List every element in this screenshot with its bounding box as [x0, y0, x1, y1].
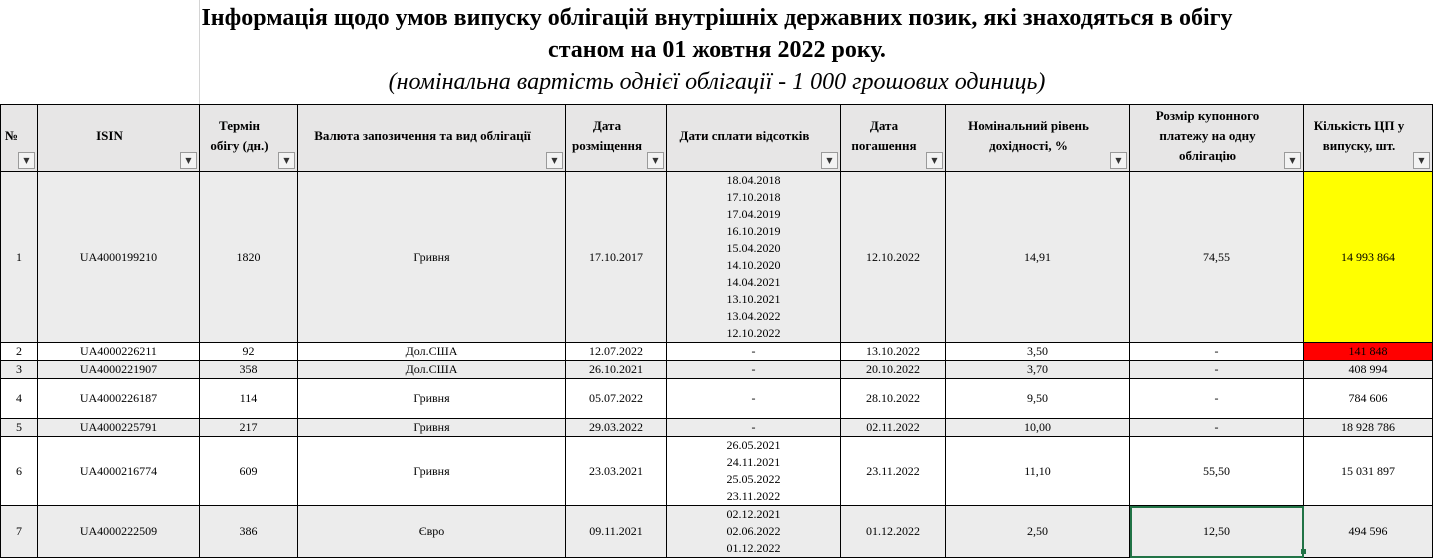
- cell-placement-date[interactable]: 12.07.2022: [566, 343, 667, 361]
- interest-date: -: [751, 362, 756, 376]
- cell-maturity-date[interactable]: 28.10.2022: [841, 379, 946, 419]
- cell-term[interactable]: 386: [200, 506, 298, 558]
- cell-coupon-selected[interactable]: 12,50: [1130, 506, 1304, 558]
- cell-interest-dates[interactable]: [667, 343, 841, 361]
- cell-currency[interactable]: Дол.США: [298, 343, 566, 361]
- cell-yield[interactable]: 3,50: [946, 343, 1130, 361]
- header-isin: ISIN ▼: [38, 105, 200, 172]
- interest-date: -: [751, 391, 756, 405]
- cell-maturity-date[interactable]: 02.11.2022: [841, 419, 946, 437]
- cell-interest-dates[interactable]: [667, 506, 841, 558]
- filter-dropdown-icon[interactable]: ▼: [1413, 152, 1430, 169]
- interest-date: 23.11.2022: [726, 489, 781, 503]
- page-subtitle: (номінальна вартість однієї облігації - 1 000 грошових одиниць): [388, 69, 1046, 95]
- cell-no[interactable]: 4: [1, 379, 38, 419]
- interest-date: 15.04.2020: [726, 241, 781, 255]
- table-row: [1, 379, 1433, 419]
- table-row: [1, 172, 1433, 343]
- cell-quantity[interactable]: 141 848: [1304, 343, 1433, 361]
- header-maturity-date: Дата погашення ▼: [841, 105, 946, 172]
- cell-coupon[interactable]: -: [1130, 379, 1304, 419]
- cell-isin[interactable]: UA4000226187: [38, 379, 200, 419]
- header-row: [1, 105, 1433, 172]
- cell-isin[interactable]: UA4000222509: [38, 506, 200, 558]
- interest-date: 17.10.2018: [726, 190, 781, 204]
- cell-isin[interactable]: UA4000225791: [38, 419, 200, 437]
- cell-term[interactable]: 114: [200, 379, 298, 419]
- interest-date: 13.10.2021: [726, 292, 781, 306]
- cell-maturity-date[interactable]: 12.10.2022: [841, 172, 946, 343]
- cell-maturity-date[interactable]: 23.11.2022: [841, 437, 946, 506]
- cell-quantity[interactable]: 15 031 897: [1304, 437, 1433, 506]
- interest-date: 14.04.2021: [726, 275, 781, 289]
- cell-placement-date[interactable]: 05.07.2022: [566, 379, 667, 419]
- title-area: [0, 0, 1434, 104]
- cell-term[interactable]: 358: [200, 361, 298, 379]
- header-currency: Валюта запозичення та вид облігації ▼: [298, 105, 566, 172]
- cell-yield[interactable]: 9,50: [946, 379, 1130, 419]
- interest-date: -: [751, 420, 756, 434]
- cell-currency[interactable]: Гривня: [298, 379, 566, 419]
- filter-dropdown-icon[interactable]: ▼: [1284, 152, 1301, 169]
- cell-placement-date[interactable]: 09.11.2021: [566, 506, 667, 558]
- interest-date: 02.12.2021: [726, 507, 781, 521]
- cell-coupon[interactable]: 74,55: [1130, 172, 1304, 343]
- selection-fill-handle[interactable]: [1301, 549, 1306, 554]
- filter-dropdown-icon[interactable]: ▼: [926, 152, 943, 169]
- cell-quantity[interactable]: 14 993 864: [1304, 172, 1433, 343]
- cell-isin[interactable]: UA4000226211: [38, 343, 200, 361]
- bonds-table: [0, 104, 1433, 558]
- table-row: [1, 419, 1433, 437]
- interest-date: 02.06.2022: [726, 524, 781, 538]
- cell-yield[interactable]: 14,91: [946, 172, 1130, 343]
- cell-interest-dates[interactable]: [667, 437, 841, 506]
- header-term: Термін обігу (дн.) ▼: [200, 105, 298, 172]
- cell-yield[interactable]: 2,50: [946, 506, 1130, 558]
- table-row: [1, 506, 1433, 558]
- cell-currency[interactable]: Гривня: [298, 437, 566, 506]
- interest-date: 26.05.2021: [726, 438, 781, 452]
- interest-date: 01.12.2022: [726, 541, 781, 555]
- interest-date: 16.10.2019: [726, 224, 781, 238]
- filter-dropdown-icon[interactable]: ▼: [821, 152, 838, 169]
- cell-term[interactable]: 92: [200, 343, 298, 361]
- cell-term[interactable]: 609: [200, 437, 298, 506]
- header-no: № ▼: [1, 105, 38, 172]
- interest-date: 14.10.2020: [726, 258, 781, 272]
- filter-dropdown-icon[interactable]: ▼: [647, 152, 664, 169]
- filter-dropdown-icon[interactable]: ▼: [546, 152, 563, 169]
- cell-yield[interactable]: 11,10: [946, 437, 1130, 506]
- cell-currency[interactable]: Гривня: [298, 419, 566, 437]
- cell-isin[interactable]: UA4000199210: [38, 172, 200, 343]
- cell-yield[interactable]: 3,70: [946, 361, 1130, 379]
- cell-no[interactable]: 6: [1, 437, 38, 506]
- table-row: [1, 343, 1433, 361]
- cell-isin[interactable]: UA4000216774: [38, 437, 200, 506]
- filter-dropdown-icon[interactable]: ▼: [18, 152, 35, 169]
- cell-yield[interactable]: 10,00: [946, 419, 1130, 437]
- cell-isin[interactable]: UA4000221907: [38, 361, 200, 379]
- header-quantity: Кількість ЦП у випуску, шт. ▼: [1304, 105, 1433, 172]
- cell-placement-date[interactable]: 29.03.2022: [566, 419, 667, 437]
- cell-term[interactable]: 217: [200, 419, 298, 437]
- cell-maturity-date[interactable]: 13.10.2022: [841, 343, 946, 361]
- filter-dropdown-icon[interactable]: ▼: [278, 152, 295, 169]
- cell-coupon[interactable]: -: [1130, 361, 1304, 379]
- header-coupon: Розмір купонного платежу на одну облігацію ▼: [1130, 105, 1304, 172]
- cell-coupon[interactable]: -: [1130, 419, 1304, 437]
- cell-quantity[interactable]: 408 994: [1304, 361, 1433, 379]
- filter-dropdown-icon[interactable]: ▼: [1110, 152, 1127, 169]
- interest-date: 18.04.2018: [726, 173, 781, 187]
- cell-placement-date[interactable]: 26.10.2021: [566, 361, 667, 379]
- page-title: Інформація щодо умов випуску облігацій внутрішніх державних позик, які знаходяться в обігу: [201, 5, 1233, 31]
- cell-interest-dates[interactable]: [667, 419, 841, 437]
- cell-placement-date[interactable]: 23.03.2021: [566, 437, 667, 506]
- cell-placement-date[interactable]: 17.10.2017: [566, 172, 667, 343]
- interest-date: 17.04.2019: [726, 207, 781, 221]
- filter-dropdown-icon[interactable]: ▼: [180, 152, 197, 169]
- cell-coupon[interactable]: -: [1130, 343, 1304, 361]
- header-interest-dates: Дати сплати відсотків ▼: [667, 105, 841, 172]
- cell-no[interactable]: 5: [1, 419, 38, 437]
- cell-maturity-date[interactable]: 20.10.2022: [841, 361, 946, 379]
- cell-quantity[interactable]: 18 928 786: [1304, 419, 1433, 437]
- interest-date: -: [751, 344, 756, 358]
- cell-currency[interactable]: Євро: [298, 506, 566, 558]
- cell-no[interactable]: 7: [1, 506, 38, 558]
- header-yield: Номінальний рівень дохідності, % ▼: [946, 105, 1130, 172]
- cell-currency[interactable]: Гривня: [298, 172, 566, 343]
- cell-no[interactable]: 2: [1, 343, 38, 361]
- interest-date: 25.05.2022: [726, 472, 781, 486]
- cell-no[interactable]: 1: [1, 172, 38, 343]
- cell-coupon[interactable]: 55,50: [1130, 437, 1304, 506]
- interest-date: 24.11.2021: [726, 455, 781, 469]
- interest-date: 13.04.2022: [726, 309, 781, 323]
- cell-currency[interactable]: Дол.США: [298, 361, 566, 379]
- cell-no[interactable]: 3: [1, 361, 38, 379]
- header-placement-date: Дата розміщення ▼: [566, 105, 667, 172]
- page-title-date: станом на 01 жовтня 2022 року.: [548, 37, 886, 63]
- cell-maturity-date[interactable]: 01.12.2022: [841, 506, 946, 558]
- table-row: [1, 437, 1433, 506]
- cell-quantity[interactable]: 494 596: [1304, 506, 1433, 558]
- interest-date: 12.10.2022: [726, 326, 781, 340]
- cell-quantity[interactable]: 784 606: [1304, 379, 1433, 419]
- cell-interest-dates[interactable]: [667, 172, 841, 343]
- table-row: [1, 361, 1433, 379]
- cell-interest-dates[interactable]: [667, 379, 841, 419]
- cell-interest-dates[interactable]: [667, 361, 841, 379]
- cell-term[interactable]: 1820: [200, 172, 298, 343]
